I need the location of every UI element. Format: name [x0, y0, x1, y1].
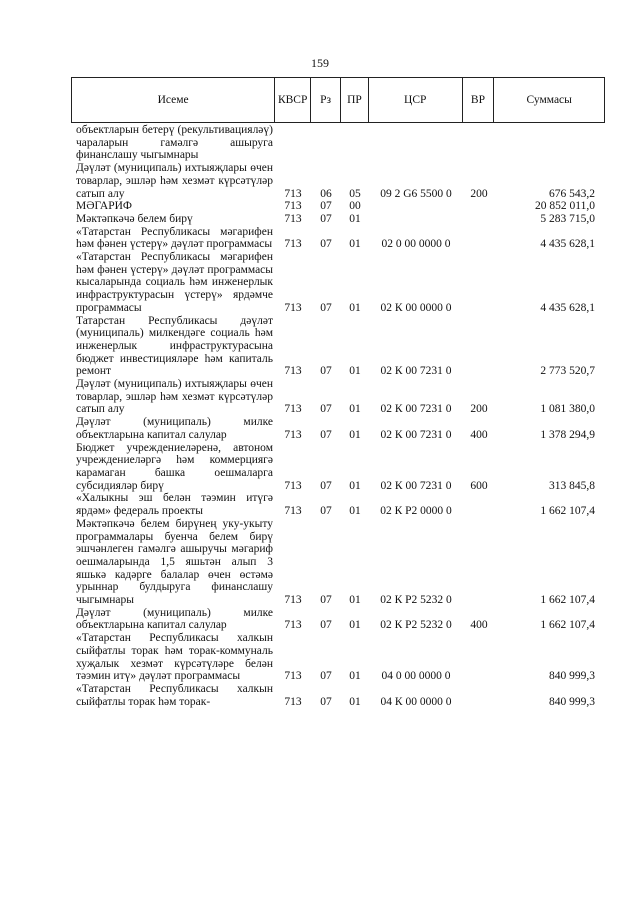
row-sum-value: 313 845,8: [549, 479, 595, 492]
row-name: «Татарстан Республикасы халкын сыйфатлы торак һәм торак-коммуналь хуҗалык хезмәт күрсәтүләре белән тәэмин итү» дәүләт программасы: [76, 632, 273, 683]
row-kvsr-value: 713: [284, 428, 302, 441]
row-sum: [495, 416, 605, 441]
row-csr-value: 02 К 00 7231 0: [380, 403, 452, 416]
row-kvsr-value: 713: [284, 200, 302, 213]
row-name: «Татарстан Республикасы халкын сыйфатлы торак һәм торак-: [76, 682, 273, 708]
row-kvsr-value: 713: [284, 594, 302, 607]
row-sum: [495, 226, 605, 251]
row-csr: [369, 315, 463, 379]
row-rz: [311, 251, 341, 315]
row-vr: [463, 442, 495, 493]
row-kvsr: [275, 683, 311, 708]
row-sum-value: 1 662 107,4: [540, 594, 595, 607]
row-pr-value: 01: [349, 479, 361, 492]
row-vr: [463, 162, 495, 200]
row-sum: [495, 442, 605, 493]
row-kvsr-value: 713: [284, 301, 302, 314]
row-kvsr: [275, 518, 311, 607]
row-csr: [369, 378, 463, 416]
row-vr: [463, 632, 495, 683]
row-kvsr-value: 713: [284, 670, 302, 683]
row-pr-value: 01: [349, 301, 361, 314]
row-name: Дәүләт (муниципаль) ихтыяҗлары өчен товарлар, эшләр һәм хезмәт күрсәтүләр сатып алу: [76, 378, 273, 416]
table-row: [71, 632, 605, 683]
row-pr-value: 00: [349, 200, 361, 213]
row-name: Мәктәпкәчә белем бирү: [76, 212, 193, 225]
row-csr: [369, 226, 463, 251]
row-kvsr-value: 713: [284, 695, 302, 708]
column-header-kvsr: КВСР: [275, 78, 311, 122]
row-csr: [369, 213, 463, 226]
row-name: Мәктәпкәчә белем бирүнең уку-укыту программалары буенча белем бирү эшчәнлеген гамәлгә ашыручы мәгариф оешмаларында 1,5 яшьтән алып 3 яшькә кадәрге балалар өчен өстәмә урыннар булдыруга финанслашу чыгымнары: [76, 517, 273, 607]
row-vr: [463, 315, 495, 379]
table-row: [71, 683, 605, 708]
row-sum: [495, 607, 605, 632]
row-sum-value: 4 435 628,1: [540, 238, 595, 251]
row-rz: [311, 226, 341, 251]
table-row: [71, 213, 605, 226]
row-csr-value: 02 0 00 0000 0: [381, 238, 451, 251]
column-header-sum: Суммасы: [526, 94, 572, 106]
row-sum: [495, 378, 605, 416]
row-kvsr-value: 713: [284, 187, 302, 200]
row-sum-value: 840 999,3: [549, 695, 595, 708]
row-vr: [463, 251, 495, 315]
row-rz: [311, 315, 341, 379]
row-csr-value: 02 К 00 7231 0: [380, 479, 452, 492]
table-row: [71, 492, 605, 517]
row-pr: [341, 213, 369, 226]
row-csr: [369, 632, 463, 683]
row-sum: [495, 492, 605, 517]
row-csr-value: 09 2 G6 5500 0: [380, 187, 452, 200]
row-vr: [463, 492, 495, 517]
row-rz-value: 07: [320, 238, 332, 251]
row-rz: [311, 162, 341, 200]
row-sum-value: 1 662 107,4: [540, 505, 595, 518]
table-row: [71, 518, 605, 607]
table-header: [71, 77, 605, 123]
row-pr: [341, 378, 369, 416]
row-sum: [495, 200, 605, 213]
table-row: [71, 378, 605, 416]
table-row: [71, 416, 605, 441]
row-name: Дәүләт (муниципаль) ихтыяҗлары өчен товарлар, эшләр һәм хезмәт күрсәтүләр сатып алу: [76, 162, 273, 200]
row-sum-value: 4 435 628,1: [540, 301, 595, 314]
row-pr-value: 01: [349, 212, 361, 225]
row-rz-value: 06: [320, 187, 332, 200]
row-vr: [463, 607, 495, 632]
row-rz-value: 07: [320, 619, 332, 632]
row-csr: [369, 442, 463, 493]
row-kvsr: [275, 632, 311, 683]
row-csr: [369, 200, 463, 213]
row-rz: [311, 124, 341, 162]
row-csr: [369, 416, 463, 441]
row-pr-value: 05: [349, 187, 361, 200]
row-csr: [369, 683, 463, 708]
row-vr-value: 400: [470, 619, 488, 632]
row-kvsr: [275, 226, 311, 251]
column-header-name: Исеме: [72, 78, 275, 122]
row-sum: [495, 632, 605, 683]
row-pr: [341, 492, 369, 517]
row-kvsr: [275, 162, 311, 200]
row-rz: [311, 518, 341, 607]
row-name: Татарстан Республикасы дәүләт (муниципаль) милкендәге социаль һәм инженерлык инфраструктурасына бюджет инвестицияләре һәм капиталь ремонт: [76, 314, 273, 378]
row-kvsr-value: 713: [284, 212, 302, 225]
row-vr: [463, 518, 495, 607]
row-csr-value: 02 К 00 7231 0: [380, 428, 452, 441]
row-rz-value: 07: [320, 403, 332, 416]
row-rz-value: 07: [320, 670, 332, 683]
row-kvsr: [275, 124, 311, 162]
table-body: [71, 124, 605, 708]
row-vr: [463, 683, 495, 708]
row-sum-value: 20 852 011,0: [535, 200, 595, 213]
row-rz: [311, 442, 341, 493]
row-rz: [311, 213, 341, 226]
row-pr: [341, 442, 369, 493]
row-sum-value: 1 378 294,9: [540, 428, 595, 441]
row-rz-value: 07: [320, 479, 332, 492]
column-header-csr: ЦСР: [369, 78, 463, 122]
row-rz-value: 07: [320, 428, 332, 441]
row-kvsr: [275, 200, 311, 213]
row-pr: [341, 226, 369, 251]
row-pr: [341, 315, 369, 379]
column-header-pr: ПР: [341, 78, 369, 122]
row-kvsr: [275, 492, 311, 517]
row-kvsr: [275, 378, 311, 416]
table-row: [71, 442, 605, 493]
row-rz-value: 07: [320, 594, 332, 607]
column-header-vr: ВР: [463, 78, 495, 122]
row-name: Дәүләт (муниципаль) милке объектларына капитал салулар: [76, 606, 273, 632]
row-csr-value: 02 К P2 0000 0: [380, 505, 452, 518]
row-vr-value: 200: [470, 403, 488, 416]
table-row: [71, 200, 605, 213]
row-pr: [341, 632, 369, 683]
row-csr: [369, 251, 463, 315]
row-kvsr-value: 713: [284, 479, 302, 492]
row-pr-value: 01: [349, 505, 361, 518]
row-vr: [463, 226, 495, 251]
row-pr: [341, 607, 369, 632]
row-pr-value: 01: [349, 594, 361, 607]
row-sum: [495, 315, 605, 379]
row-rz: [311, 632, 341, 683]
row-rz-value: 07: [320, 200, 332, 213]
row-sum: [495, 518, 605, 607]
row-sum: [495, 162, 605, 200]
row-sum-value: 840 999,3: [549, 670, 595, 683]
row-kvsr-value: 713: [284, 619, 302, 632]
row-pr-value: 01: [349, 695, 361, 708]
row-kvsr: [275, 442, 311, 493]
row-vr-value: 200: [470, 187, 488, 200]
row-csr-value: 02 К P2 5232 0: [380, 619, 452, 632]
table-row: [71, 162, 605, 200]
row-pr-value: 01: [349, 365, 361, 378]
row-vr: [463, 378, 495, 416]
row-rz-value: 07: [320, 301, 332, 314]
row-name: «Татарстан Республикасы мәгарифен һәм фәнен үстерү» дәүләт программасы кысаларында социаль һәм инженерлык инфраструктурасын үстерү» ярдәмче программасы: [76, 251, 273, 314]
row-pr-value: 01: [349, 403, 361, 416]
row-rz: [311, 378, 341, 416]
row-kvsr: [275, 607, 311, 632]
table-row: [71, 124, 605, 162]
row-sum-value: 676 543,2: [549, 187, 595, 200]
row-rz: [311, 416, 341, 441]
row-pr: [341, 124, 369, 162]
row-vr: [463, 416, 495, 441]
row-rz: [311, 200, 341, 213]
row-csr-value: 02 К P2 5232 0: [380, 594, 452, 607]
row-rz: [311, 607, 341, 632]
row-csr: [369, 518, 463, 607]
row-name: Дәүләт (муниципаль) милке объектларына капитал салулар: [76, 416, 273, 441]
row-vr: [463, 124, 495, 162]
row-name: «Халыкны эш белән тәэмин итүгә ярдәм» федераль проекты: [76, 492, 273, 518]
row-vr: [463, 213, 495, 226]
row-pr: [341, 518, 369, 607]
row-kvsr: [275, 251, 311, 315]
row-sum-value: 2 773 520,7: [540, 365, 595, 378]
row-name: МӘГАРИФ: [76, 200, 133, 213]
row-name: объектларын бетерү (рекультивацияләү) чараларын гамәлгә ашыруга финанслашу чыгымнары: [76, 124, 273, 162]
row-kvsr: [275, 213, 311, 226]
row-pr-value: 01: [349, 670, 361, 683]
row-kvsr-value: 713: [284, 365, 302, 378]
row-sum: [495, 124, 605, 162]
row-sum: [495, 251, 605, 315]
row-csr-value: 02 К 00 0000 0: [380, 301, 452, 314]
row-pr: [341, 162, 369, 200]
row-rz-value: 07: [320, 505, 332, 518]
row-csr: [369, 492, 463, 517]
row-rz-value: 07: [320, 695, 332, 708]
row-sum-value: 5 283 715,0: [540, 212, 595, 225]
row-csr: [369, 162, 463, 200]
table-row: [71, 315, 605, 379]
row-kvsr: [275, 315, 311, 379]
table-row: [71, 607, 605, 632]
table-row: [71, 226, 605, 251]
row-pr: [341, 683, 369, 708]
row-pr-value: 01: [349, 619, 361, 632]
page-number: 159: [311, 56, 329, 70]
row-sum: [495, 213, 605, 226]
row-kvsr: [275, 416, 311, 441]
row-sum-value: 1 081 380,0: [540, 403, 595, 416]
table-row: [71, 251, 605, 315]
row-name: Бюджет учреждениеләренә, автоном учреждениеләргә һәм коммерциягә карамаган башка оешмаларга субсидияләр бирү: [76, 441, 273, 492]
row-csr: [369, 607, 463, 632]
row-csr-value: 04 0 00 0000 0: [381, 670, 451, 683]
row-pr: [341, 416, 369, 441]
column-header-rz: Рз: [311, 78, 341, 122]
row-sum-value: 1 662 107,4: [540, 619, 595, 632]
row-pr-value: 01: [349, 428, 361, 441]
row-rz: [311, 492, 341, 517]
row-csr-value: 02 К 00 7231 0: [380, 365, 452, 378]
row-kvsr-value: 713: [284, 505, 302, 518]
row-pr: [341, 200, 369, 213]
row-vr-value: 600: [470, 479, 488, 492]
row-kvsr-value: 713: [284, 403, 302, 416]
row-kvsr-value: 713: [284, 238, 302, 251]
row-rz-value: 07: [320, 365, 332, 378]
row-rz: [311, 683, 341, 708]
row-csr-value: 04 К 00 0000 0: [380, 695, 452, 708]
row-vr-value: 400: [470, 428, 488, 441]
row-csr: [369, 124, 463, 162]
row-pr-value: 01: [349, 238, 361, 251]
row-rz-value: 07: [320, 212, 332, 225]
row-pr: [341, 251, 369, 315]
row-vr: [463, 200, 495, 213]
row-sum: [495, 683, 605, 708]
row-name: «Татарстан Республикасы мәгарифен һәм фәнен үстерү» дәүләт программасы: [76, 225, 273, 251]
